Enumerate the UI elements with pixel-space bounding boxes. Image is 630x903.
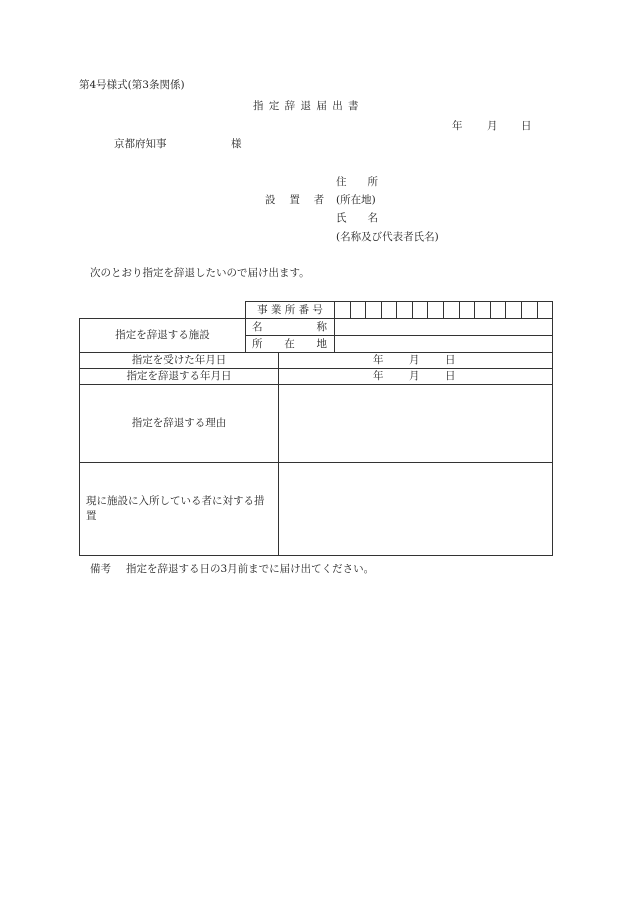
blank-cell <box>80 302 246 319</box>
facility-location-label: 所 在 地 <box>246 336 335 353</box>
withdraw-date-field[interactable]: 年 月 日 <box>279 369 553 385</box>
digit-box[interactable] <box>459 302 475 318</box>
name-note: (名称及び代表者氏名) <box>336 231 439 243</box>
office-number-field[interactable] <box>335 302 553 319</box>
digit-box[interactable] <box>474 302 490 318</box>
location-note: (所在地) <box>336 194 376 206</box>
measures-label: 現に施設に入所している者に対する措置 <box>80 463 279 556</box>
reason-field[interactable] <box>279 385 553 463</box>
note-text: 指定を辞退する日の3月前までに届け出てください。 <box>126 563 375 575</box>
digit-box[interactable] <box>443 302 459 318</box>
withdraw-date-label: 指定を辞退する年月日 <box>80 369 279 385</box>
received-date-label: 指定を受けた年月日 <box>80 353 279 369</box>
intro-text: 次のとおり指定を辞退したいので届け出ます。 <box>90 267 310 279</box>
date-month-label: 月 <box>487 120 498 132</box>
form-number: 第4号様式(第3条関係) <box>79 79 185 91</box>
digit-box[interactable] <box>490 302 506 318</box>
document-title: 指 定 辞 退 届 出 書 <box>253 100 360 112</box>
facility-name-field[interactable] <box>335 319 553 336</box>
digit-box[interactable] <box>381 302 397 318</box>
digit-box[interactable] <box>396 302 412 318</box>
digit-box[interactable] <box>335 302 350 318</box>
digit-box[interactable] <box>365 302 381 318</box>
date-year-label: 年 <box>452 120 463 132</box>
addressee: 京都府知事 <box>114 138 167 150</box>
facility-location-field[interactable] <box>335 336 553 353</box>
address-label: 住 所 <box>336 176 378 188</box>
note-label: 備考 <box>90 563 111 575</box>
received-date-field[interactable]: 年 月 日 <box>279 353 553 369</box>
name-label: 氏 名 <box>336 212 378 224</box>
digit-box[interactable] <box>505 302 521 318</box>
digit-box[interactable] <box>537 302 553 318</box>
facility-label: 指定を辞退する施設 <box>80 319 246 353</box>
digit-box[interactable] <box>350 302 366 318</box>
reason-label: 指定を辞退する理由 <box>80 385 279 463</box>
measures-field[interactable] <box>279 463 553 556</box>
date-day-label: 日 <box>521 120 532 132</box>
facility-name-label: 名 称 <box>246 319 335 336</box>
digit-box[interactable] <box>521 302 537 318</box>
digit-box[interactable] <box>412 302 428 318</box>
digit-box[interactable] <box>427 302 443 318</box>
withdrawal-form-table <box>79 301 553 556</box>
founder-label: 設 置 者 <box>265 194 325 206</box>
honorific: 様 <box>231 138 242 150</box>
office-number-digit-boxes <box>335 302 552 318</box>
office-number-label: 事 業 所 番 号 <box>246 302 335 319</box>
